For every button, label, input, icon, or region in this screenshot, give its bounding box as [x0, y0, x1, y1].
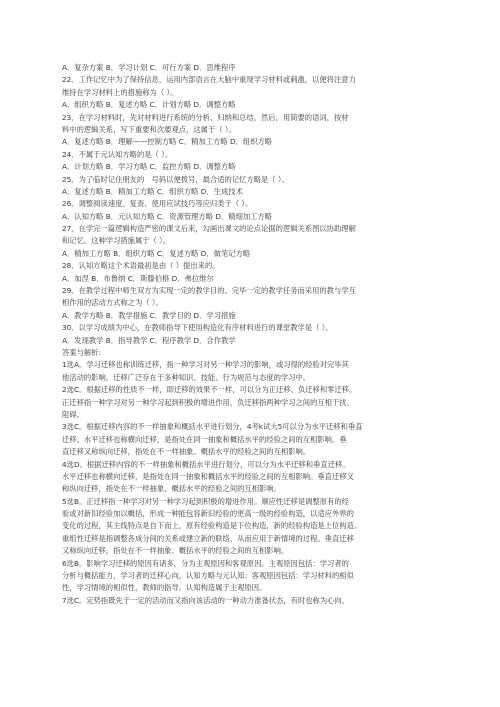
- text-line: 23．在学习材料时，先对材料进行系统的分析、归纳和总结，然后，用简要的语词，按材: [62, 112, 349, 122]
- text-line: A．复述方略 B．精加工方略 C．组织方略 D．生成技术: [62, 186, 243, 196]
- text-line: A．复述方略 B．理解——控制方略 C．精加工方略 D．组织方略: [62, 137, 273, 147]
- text-line: 又称纵向迁移，指处在不一样抽象、概括水平的经验之间的互相影响。: [62, 546, 289, 556]
- text-line: A．复杂方案 B．学习计划 C．可行方案 D．思维程序: [62, 63, 236, 72]
- text-line: 重组性迁移是指调整各成分间的关系或建立新的联络，从而应用于新情境的过程。垂直迁移: [62, 533, 354, 543]
- text-line: 29．在教学过程中师生双方为实现一定的教学目的、完毕一定的教学任务而采用的教与学互: [62, 286, 356, 296]
- text-line: 相作用的活动方式称之为（ ）。: [62, 298, 163, 308]
- text-line: 维持在学习材料上的措施称为（ ）。: [62, 87, 178, 97]
- text-line: A．计划方略 B．学习方略 C．监控方略 D．调整方略: [62, 162, 236, 172]
- text-line: 他活动的影响。迁移广泛存在于多种知识、技能、行为规范与态度的学习中。: [62, 372, 311, 382]
- text-line: 25．为了临时记住朋友的 号码以便拨号，最合适的记忆方略是（ ）。: [62, 174, 289, 184]
- text-line: 分析与概括能力，学习者的迁移心向，认知方略与元认知；客观原因包括：学习材料的相似: [62, 571, 354, 581]
- text-line: 6选B。影响学习迁移的原因有诸多，分为主观原因和客观原因。主观原因包括：学习者的: [62, 558, 349, 568]
- text-line: 直迁移又称纵向迁移，指处在不一样抽象、概括水平的经验之间的互相影响。: [62, 447, 311, 457]
- text-line: 28．认知方略这个术语最初是由（ ）提出来的。: [62, 261, 220, 271]
- text-line: 和记忆。这种学习措施属于（ ）。: [62, 236, 171, 246]
- text-line: 7选C。定势指既先于一定的活动而又指向该活动的一种动力准备状态，有时也称为心向。: [62, 595, 350, 605]
- text-line: 验或对新旧经验加以概括，形成一种能包容新旧经验的更高一级的经验构造，以适应外界的: [62, 509, 354, 519]
- text-line: A．发现教学 B．指导教学 C．程序教学 D．合作教学: [62, 335, 236, 345]
- text-line: 答案与解析:: [62, 347, 101, 357]
- text-line: 阻碍。: [62, 409, 84, 419]
- text-line: A．精加工方略 B．组织方略 C．复述方略 D．做笔记方略: [62, 248, 251, 258]
- text-line: 4选D。根据迁移内容的不一样抽象和概括水平进行划分，可以分为水平迁移和垂直迁移。: [62, 459, 350, 469]
- text-line: 正迁移指一种学习对另一种学习起到积极的增进作用，负迁移指两种学习之间的互相干扰、: [62, 397, 354, 407]
- text-line: 27．在学完一篇逻辑构造严密的课文后来，勾画出课文的论点论据的逻辑关系图以协助理解: [62, 224, 356, 234]
- text-line: 22．工作记忆中为了保持信息，运用内部语言在大脑中重现学习材料或刺激，以便将注意力: [62, 75, 356, 85]
- document-body: [62, 62, 438, 607]
- text-line: 变化的过程，其主线特点是自下而上，原有经验构造是下位构造，新的经验构造是上位构造。: [62, 521, 362, 531]
- text-line: A．教学方略 B．教学措施 C．教学目的 D．学习措施: [62, 310, 236, 320]
- text-line: 5选B。正迁移指一种学习对另一种学习起到积极的增进作用。顺应性迁移是调整原有的经: [62, 496, 349, 506]
- text-line: 1选A。学习迁移也称训练迁移，指一种学习对另一种学习的影响，或习得的经验对完毕其: [62, 360, 349, 370]
- text-line: 24．不属于元认知方略的是（ ）。: [62, 149, 173, 159]
- text-line: A．组织方略 B．复述方略 C．计划方略 D．调整方略: [62, 100, 236, 110]
- text-line: 迁移。水平迁移也称横向迁移，是指处在同一抽象和概括水平的经验之间的互相影响。垂: [62, 434, 347, 444]
- text-line: 26．调整阅读速度、复查、使用应试技巧等应归类于（ ）。: [62, 199, 253, 209]
- text-line: 性，学习情境的相似性，教师的指导。认知构造属于主观原因。: [62, 583, 267, 593]
- text-line: 3选C。根据迁移内容的不一样抽象和概括水平进行划分，4考k试大5可以分为水平迁移和垂直: [62, 422, 363, 432]
- text-line: 2选C。根据迁移的性质不一样，即迁移的效果不一样，可以分为正迁移、负迁移和零迁移。: [62, 385, 357, 395]
- text-line: A．认知方略 B．元认知方略 C．资源管理方略 D．精细加工方略: [62, 211, 273, 221]
- text-line: 称纵向迁移，指处在不一样抽象、概括水平的经验之间的互相影响。: [62, 484, 281, 494]
- text-line: 水平迁移也称横向迁移，是指处在同一抽象和概括水平的经验之间的互相影响。垂直迁移又: [62, 471, 354, 481]
- text-line: 30．以学习成绩为中心，在教师指导下使用构造化有序材料进行的课堂教学是（ ）。: [62, 323, 333, 333]
- text-line: 料中的逻辑关系，写下重要和次要观点，这属于（ ）。: [62, 124, 236, 134]
- text-line: A．加涅 B．布鲁纳 C．斯滕伯格 D．弗拉维尔: [62, 273, 214, 283]
